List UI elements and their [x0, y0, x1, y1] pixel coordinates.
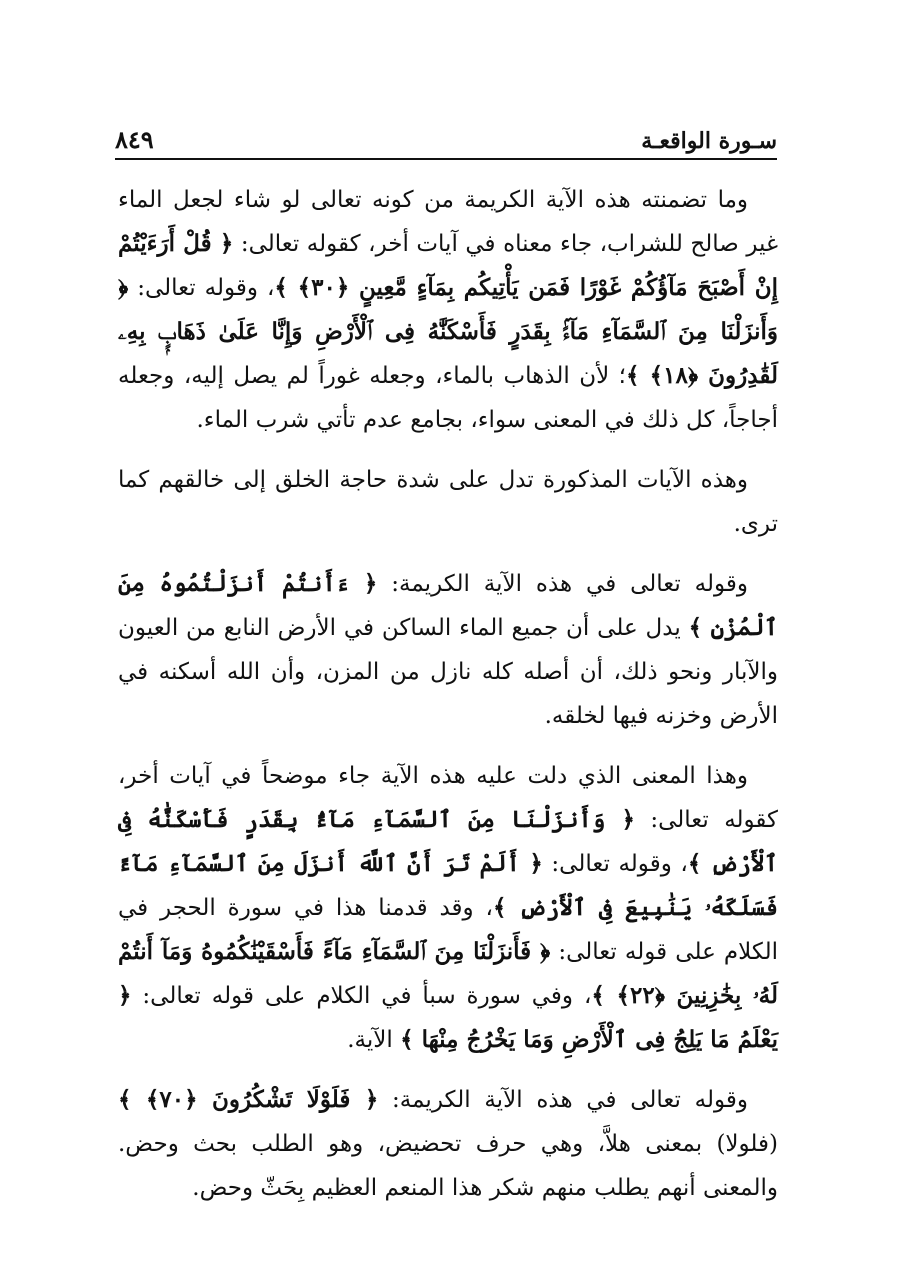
paragraph-text: وقوله تعالى في هذه الآية الكريمة:	[377, 571, 748, 597]
page-number: ٨٤٩	[115, 125, 154, 154]
paragraph-text: وهذا المعنى الذي دلت عليه هذه الآية جاء موضحاً في آيات أخر، كقوله تعالى:	[118, 763, 779, 833]
paragraph-text: وقوله تعالى في هذه الآية الكريمة:	[378, 1087, 748, 1113]
page-header	[115, 118, 777, 154]
paragraph-text: ؛ لأن الذهاب بالماء، وجعله غوراً لم يصل إليه، وجعله أجاجاً، كل ذلك في المعنى سواء، بجامع عدم تأتي شرب الماء.	[118, 363, 778, 433]
paragraph	[118, 562, 778, 738]
body-text	[118, 178, 778, 1226]
quran-verse: ﴿ فَأَنزَلْنَا مِنَ ٱلسَّمَآءِ مَآءً فَأَسْقَيْنَٰكُمُوهُ وَمَآ أَنتُمْ لَهُۥ بِخَٰزِنِينَ ﴿٢٢﴾ ﴾	[118, 938, 778, 1009]
paragraph	[118, 754, 778, 1062]
paragraph-text: ، وقوله تعالى:	[128, 275, 275, 301]
paragraph-text: وهذه الآيات المذكورة تدل على شدة حاجة الخلق إلى خالقهم كما ترى.	[118, 467, 778, 537]
quran-verse: ﴿ وَأَنزَلْنَا مِنَ ٱلسَّمَآءِ مَآءًۢ بِقَدَرٍ فَأَسْكَنَّٰهُ فِى ٱلْأَرْضِ ﴾	[118, 806, 778, 877]
paragraph-text: يدل على أن جميع الماء الساكن في الأرض النابع من العيون والآبار ونحو ذلك، أن أصله كله نازل من المزن، وأن الله أسكنه في الأرض وخزنه فيها لخلقه.	[118, 615, 778, 729]
paragraph-text: ، وفي سورة سبأ في الكلام على قوله تعالى:	[131, 983, 592, 1009]
paragraph	[118, 178, 778, 442]
surah-title: سـورة الواقعـة	[641, 128, 777, 154]
quran-verse: ﴿ فَلَوْلَا تَشْكُرُونَ ﴿٧٠﴾ ﴾	[118, 1086, 379, 1113]
paragraph	[118, 458, 778, 546]
quran-verse: ﴿ قُلْ أَرَءَيْتُمْ إِنْ أَصْبَحَ مَآؤُكُمْ غَوْرًا فَمَن يَأْتِيكُم بِمَآءٍ مَّعِينٍ ﴿٣٠﴾ ﴾	[118, 230, 778, 301]
quran-verse: ﴿ يَعْلَمُ مَا يَلِجُ فِى ٱلْأَرْضِ وَمَا يَخْرُجُ مِنْهَا ﴾	[118, 982, 778, 1053]
paragraph-text: ، وقوله تعالى:	[542, 851, 688, 877]
header-rule	[115, 158, 777, 160]
paragraph-text: الآية.	[347, 1027, 401, 1053]
paragraph-text: (فلولا) بمعنى هلاَّ، وهي حرف تحضيض، وهو الطلب بحث وحض. والمعنى أنهم يطلب منهم شكر هذا المنعم العظيم بِحَثّ وحض.	[118, 1131, 778, 1201]
quran-verse: ﴿ وَأَنزَلْنَا مِنَ ٱلسَّمَآءِ مَآءًۢ بِقَدَرٍ فَأَسْكَنَّٰهُ فِى ٱلْأَرْضِ وَإِنَّا عَلَىٰ ذَهَابٍۭ بِهِۦ لَقَٰدِرُونَ ﴿١٨﴾ ﴾	[118, 274, 778, 389]
quran-verse: ﴿ أَلَمْ تَرَ أَنَّ ٱللَّهَ أَنزَلَ مِنَ ٱلسَّمَآءِ مَآءً فَسَلَكَهُۥ يَنَٰبِيعَ فِى ٱلْأَرْضِ ﴾	[118, 850, 778, 921]
paragraph	[118, 1078, 778, 1210]
paragraph-text: وما تضمنته هذه الآية الكريمة من كونه تعالى لو شاء لجعل الماء غير صالح للشراب، جاء معناه في آيات أخر، كقوله تعالى:	[118, 187, 778, 257]
paragraph-text: ، وقد قدمنا هذا في سورة الحجر في الكلام على قوله تعالى:	[118, 895, 778, 965]
quran-verse: ﴿ ءَأَنتُمْ أَنزَلْتُمُوهُ مِنَ ٱلْمُزْنِ ﴾	[118, 570, 778, 641]
